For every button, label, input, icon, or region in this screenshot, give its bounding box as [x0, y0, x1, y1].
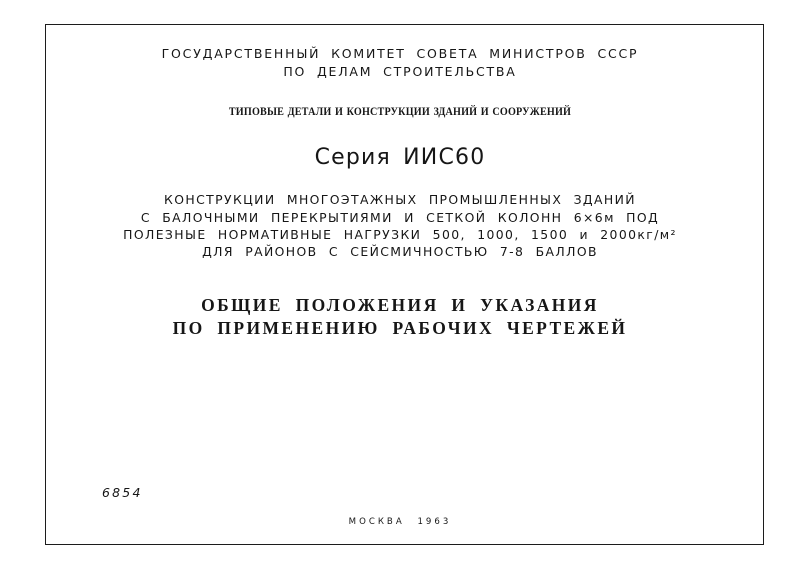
ministry-line-2: ПО ДЕЛАМ СТРОИТЕЛЬСТВА: [283, 64, 517, 79]
description-line-3: ПОЛЕЗНЫЕ НОРМАТИВНЫЕ НАГРУЗКИ 500, 1000, 1500 и 2000кг/м²: [123, 227, 677, 242]
series-title: Серия ИИС60: [314, 145, 486, 170]
catalog-title: ТИПОВЫЕ ДЕТАЛИ И КОНСТРУКЦИИ ЗДАНИЙ И СООРУЖЕНИЙ: [228, 104, 572, 118]
document-title-line-2: ПО ПРИМЕНЕНИЮ РАБОЧИХ ЧЕРТЕЖЕЙ: [172, 318, 628, 338]
document-title-line-1: ОБЩИЕ ПОЛОЖЕНИЯ И УКАЗАНИЯ: [201, 295, 599, 315]
description-line-2: С БАЛОЧНЫМИ ПЕРЕКРЫТИЯМИ И СЕТКОЙ КОЛОНН 6×6м ПОД: [140, 210, 660, 225]
imprint-city-year: МОСКВА 1963: [348, 517, 452, 527]
page-border-frame: [45, 24, 764, 545]
ministry-line-1: ГОСУДАРСТВЕННЫЙ КОМИТЕТ СОВЕТА МИНИСТРОВ СССР: [161, 46, 639, 61]
inventory-number: 6854: [102, 485, 143, 500]
description-line-1: КОНСТРУКЦИИ МНОГОЭТАЖНЫХ ПРОМЫШЛЕННЫХ ЗДАНИЙ: [164, 192, 636, 207]
description-line-4: ДЛЯ РАЙОНОВ С СЕЙСМИЧНОСТЬЮ 7-8 БАЛЛОВ: [202, 244, 598, 259]
